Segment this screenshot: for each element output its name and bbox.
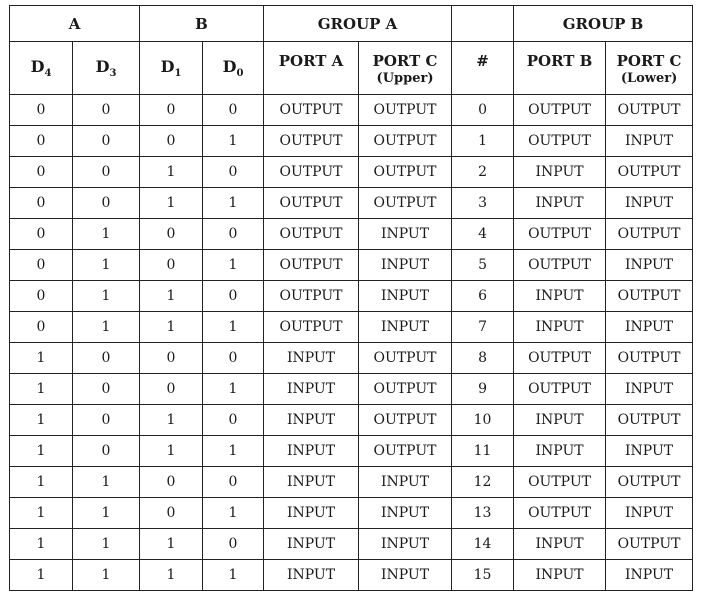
header-group-a: GROUP A [264,6,452,42]
cell-d1: 0 [140,126,203,157]
table-row [10,405,693,436]
cell-port-a: OUTPUT [264,250,359,281]
cell-number: 6 [452,281,514,312]
header-port-b-label: PORT B [526,51,593,70]
table-row [10,250,693,281]
header-b: B [140,6,264,42]
table-row [10,498,693,529]
cell-port-c-upper: INPUT [359,219,452,250]
cell-d0: 1 [203,560,264,591]
cell-d1: 1 [140,188,203,219]
table-row [10,436,693,467]
header-d4-subscript: 4 [44,68,52,79]
cell-port-a: OUTPUT [264,126,359,157]
cell-port-c-lower: OUTPUT [606,157,693,188]
cell-port-b: OUTPUT [514,219,606,250]
cell-d1: 1 [140,529,203,560]
table-row [10,95,693,126]
cell-d4: 0 [10,312,73,343]
header-port-c-upper-label: PORT C [372,51,438,70]
header-port-a-label: PORT A [278,51,344,70]
cell-port-c-lower: INPUT [606,374,693,405]
cell-number: 2 [452,157,514,188]
cell-d3: 1 [73,219,140,250]
table-row [10,219,693,250]
cell-d3: 1 [73,312,140,343]
cell-d0: 1 [203,374,264,405]
cell-port-b: INPUT [514,157,606,188]
cell-number: 13 [452,498,514,529]
table-row [10,467,693,498]
cell-port-c-lower: INPUT [606,250,693,281]
cell-d1: 0 [140,343,203,374]
cell-port-a: OUTPUT [264,219,359,250]
mode-table [9,5,693,591]
cell-port-c-upper: OUTPUT [359,405,452,436]
cell-d4: 0 [10,126,73,157]
cell-port-b: OUTPUT [514,374,606,405]
cell-port-a: INPUT [264,529,359,560]
table-row [10,157,693,188]
cell-d4: 1 [10,467,73,498]
cell-port-b: OUTPUT [514,343,606,374]
header-row-groups [10,6,693,42]
cell-port-a: OUTPUT [264,95,359,126]
cell-port-a: INPUT [264,467,359,498]
cell-d3: 0 [73,126,140,157]
cell-d3: 0 [73,405,140,436]
cell-d4: 1 [10,405,73,436]
cell-d1: 1 [140,281,203,312]
cell-d0: 1 [203,498,264,529]
cell-port-b: OUTPUT [514,467,606,498]
header-port-c-lower [606,42,693,95]
cell-port-c-upper: INPUT [359,467,452,498]
cell-port-c-lower: OUTPUT [606,95,693,126]
cell-d4: 0 [10,188,73,219]
cell-port-b: OUTPUT [514,250,606,281]
cell-d3: 0 [73,374,140,405]
header-port-b [514,42,606,95]
cell-port-b: OUTPUT [514,498,606,529]
header-d3-subscript: 3 [109,68,117,79]
cell-number: 9 [452,374,514,405]
header-number [452,42,514,95]
cell-port-b: OUTPUT [514,95,606,126]
table-row [10,343,693,374]
table-row [10,529,693,560]
cell-d0: 0 [203,467,264,498]
header-group-b: GROUP B [514,6,693,42]
cell-d0: 0 [203,405,264,436]
header-d4-letter: D [30,57,45,76]
cell-port-c-lower: OUTPUT [606,343,693,374]
cell-port-c-lower: INPUT [606,312,693,343]
header-port-c-lower-sub: (Lower) [620,70,678,86]
cell-port-a: OUTPUT [264,157,359,188]
cell-d1: 1 [140,560,203,591]
header-d0-letter: D [222,57,237,76]
cell-d4: 1 [10,436,73,467]
cell-port-b: OUTPUT [514,126,606,157]
table-row [10,560,693,591]
cell-d3: 1 [73,467,140,498]
cell-port-c-upper: INPUT [359,250,452,281]
table-row [10,281,693,312]
cell-d3: 0 [73,95,140,126]
cell-d0: 0 [203,343,264,374]
cell-d4: 1 [10,374,73,405]
header-d3 [73,42,140,95]
cell-d0: 0 [203,157,264,188]
cell-d1: 0 [140,95,203,126]
cell-port-c-lower: OUTPUT [606,281,693,312]
cell-number: 11 [452,436,514,467]
cell-number: 15 [452,560,514,591]
cell-d0: 0 [203,529,264,560]
cell-port-c-lower: OUTPUT [606,219,693,250]
cell-d0: 1 [203,126,264,157]
cell-port-c-lower: INPUT [606,188,693,219]
cell-d3: 1 [73,281,140,312]
cell-d4: 0 [10,281,73,312]
cell-port-c-lower: INPUT [606,436,693,467]
cell-number: 14 [452,529,514,560]
cell-d1: 1 [140,157,203,188]
cell-d1: 0 [140,467,203,498]
cell-port-b: INPUT [514,405,606,436]
cell-d1: 0 [140,219,203,250]
header-d1-subscript: 1 [174,68,182,79]
cell-d1: 1 [140,436,203,467]
cell-port-a: OUTPUT [264,312,359,343]
header-d4 [10,42,73,95]
cell-port-c-upper: INPUT [359,498,452,529]
cell-d3: 0 [73,188,140,219]
cell-number: 0 [452,95,514,126]
cell-port-c-upper: INPUT [359,312,452,343]
header-d0-subscript: 0 [236,68,244,79]
cell-d0: 1 [203,250,264,281]
header-port-c-upper [359,42,452,95]
header-port-a [264,42,359,95]
cell-port-a: OUTPUT [264,188,359,219]
cell-port-a: INPUT [264,405,359,436]
cell-port-c-upper: INPUT [359,529,452,560]
cell-port-c-lower: INPUT [606,560,693,591]
cell-d4: 0 [10,157,73,188]
cell-d1: 0 [140,498,203,529]
cell-d1: 1 [140,312,203,343]
cell-port-a: INPUT [264,374,359,405]
header-port-c-lower-label: PORT C [616,51,682,70]
cell-number: 3 [452,188,514,219]
cell-port-c-upper: OUTPUT [359,436,452,467]
cell-port-b: INPUT [514,436,606,467]
cell-d3: 1 [73,250,140,281]
header-port-c-upper-sub: (Upper) [376,70,434,86]
cell-port-a: OUTPUT [264,281,359,312]
header-d1-letter: D [160,57,175,76]
cell-d3: 1 [73,529,140,560]
header-d0 [203,42,264,95]
table-row [10,312,693,343]
table-row [10,188,693,219]
cell-port-c-upper: INPUT [359,281,452,312]
cell-number: 7 [452,312,514,343]
cell-d4: 1 [10,498,73,529]
cell-number: 5 [452,250,514,281]
cell-d4: 1 [10,343,73,374]
cell-number: 8 [452,343,514,374]
cell-d0: 1 [203,188,264,219]
cell-d0: 1 [203,436,264,467]
cell-d4: 0 [10,250,73,281]
cell-d3: 0 [73,157,140,188]
header-a: A [10,6,140,42]
header-blank [452,6,514,42]
cell-port-c-lower: OUTPUT [606,467,693,498]
cell-port-b: INPUT [514,281,606,312]
cell-number: 12 [452,467,514,498]
header-d3-letter: D [95,57,110,76]
cell-d3: 0 [73,343,140,374]
cell-port-c-upper: INPUT [359,560,452,591]
cell-d3: 1 [73,560,140,591]
cell-d0: 0 [203,95,264,126]
cell-port-b: INPUT [514,560,606,591]
cell-d3: 1 [73,498,140,529]
cell-d0: 0 [203,281,264,312]
cell-d4: 1 [10,560,73,591]
cell-d4: 0 [10,219,73,250]
cell-port-c-lower: OUTPUT [606,529,693,560]
cell-port-c-upper: OUTPUT [359,188,452,219]
cell-port-c-lower: OUTPUT [606,405,693,436]
cell-port-b: INPUT [514,188,606,219]
cell-port-c-upper: OUTPUT [359,157,452,188]
cell-port-c-upper: OUTPUT [359,126,452,157]
cell-port-a: INPUT [264,436,359,467]
cell-d0: 1 [203,312,264,343]
cell-d0: 0 [203,219,264,250]
cell-port-b: INPUT [514,529,606,560]
cell-port-a: INPUT [264,498,359,529]
cell-d4: 1 [10,529,73,560]
cell-d1: 0 [140,374,203,405]
cell-d4: 0 [10,95,73,126]
table-row [10,374,693,405]
cell-port-c-lower: INPUT [606,498,693,529]
cell-d1: 1 [140,405,203,436]
table-row [10,126,693,157]
cell-port-c-upper: OUTPUT [359,374,452,405]
cell-port-a: INPUT [264,560,359,591]
header-d1 [140,42,203,95]
cell-number: 4 [452,219,514,250]
cell-port-c-upper: OUTPUT [359,343,452,374]
cell-d1: 0 [140,250,203,281]
header-row-columns [10,42,693,95]
cell-d3: 0 [73,436,140,467]
cell-number: 10 [452,405,514,436]
cell-port-a: INPUT [264,343,359,374]
cell-port-b: INPUT [514,312,606,343]
cell-port-c-upper: OUTPUT [359,95,452,126]
cell-number: 1 [452,126,514,157]
cell-port-c-lower: INPUT [606,126,693,157]
header-number-label: # [476,51,489,70]
